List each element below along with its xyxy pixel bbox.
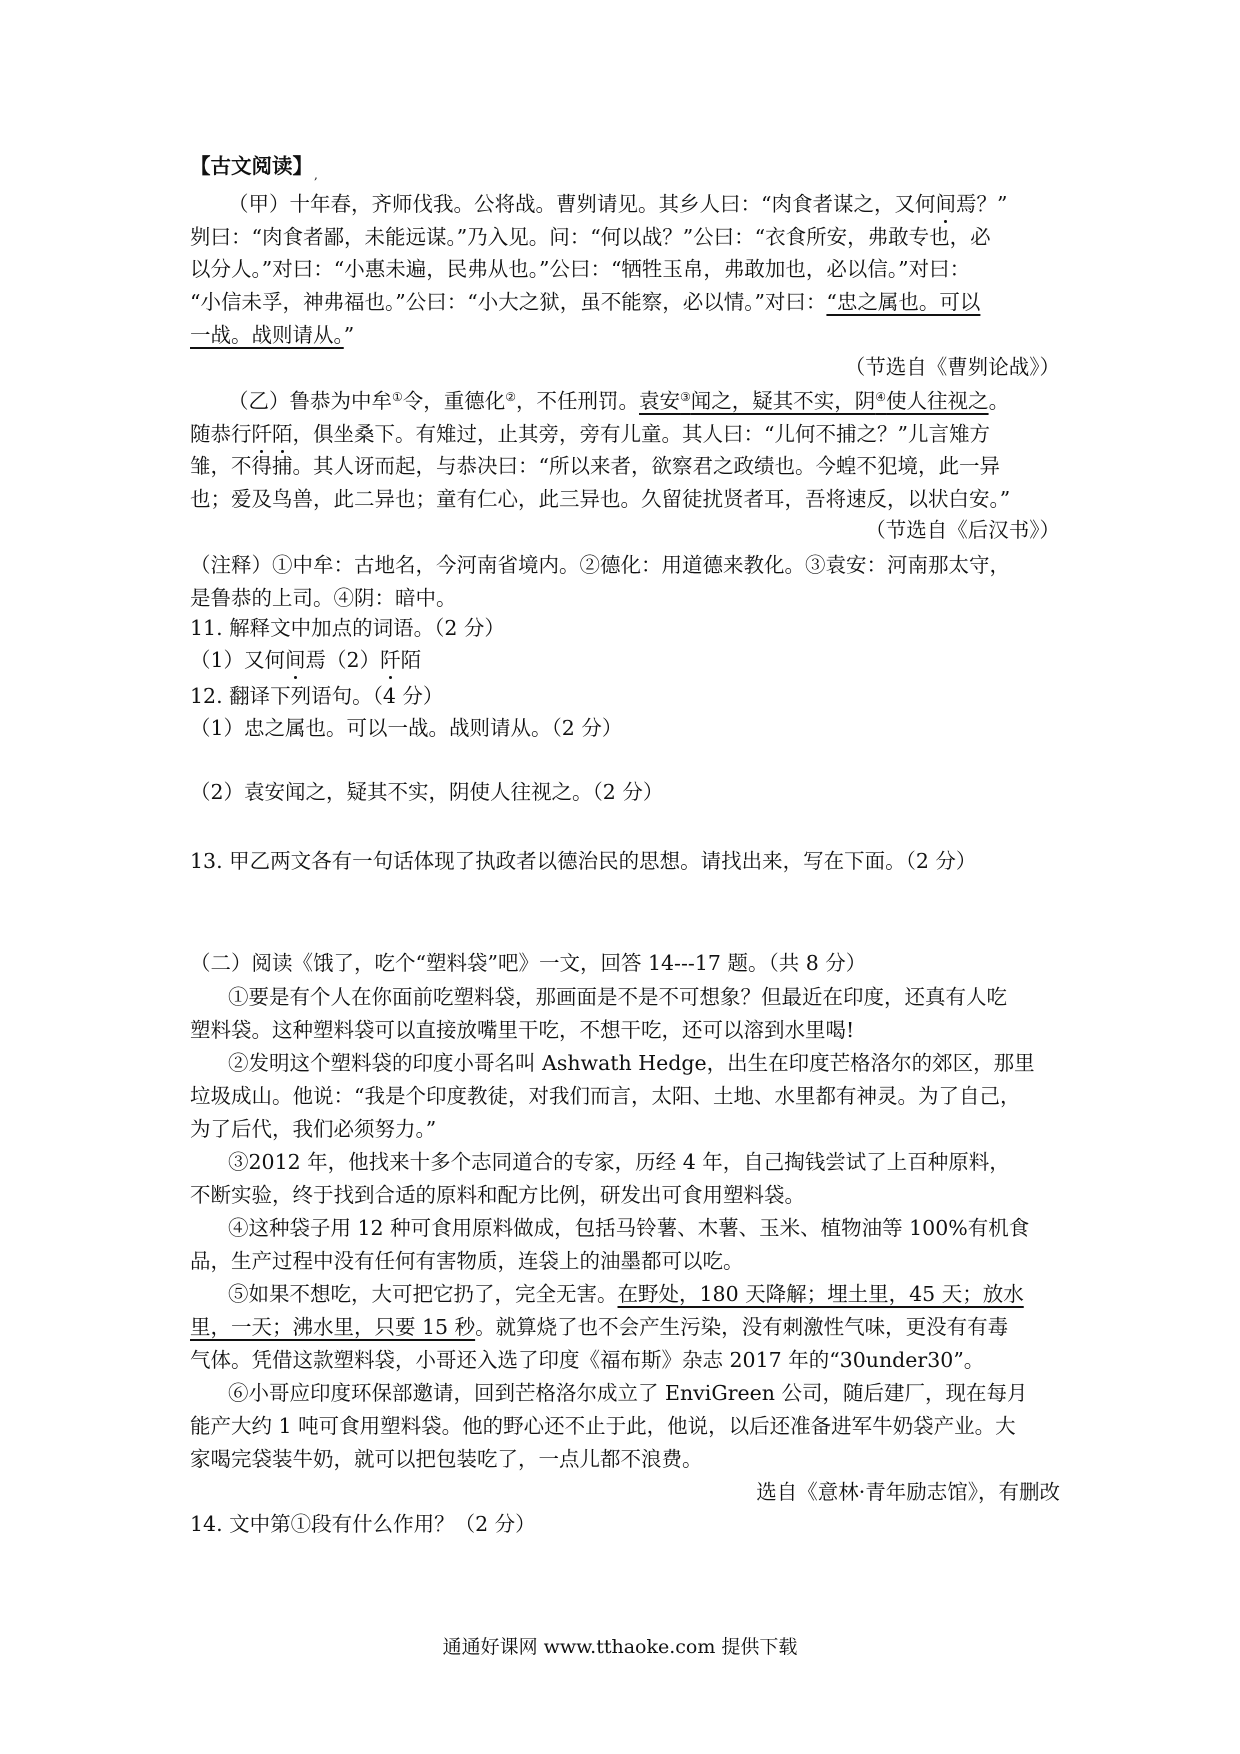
section-2-p6-line-3: 家喝完袋装牛奶，就可以把包装吃了，一点儿都不浪费。 — [190, 1447, 703, 1471]
section-2-p5-line-2: 里，一天；沸水里，只要 15 秒。就算烧了也不会产生污染，没有刺激性气味，更没有有毒 — [190, 1315, 1009, 1339]
question-12-title: 12. 翻译下列语句。（4 分） — [190, 684, 444, 708]
passage-a-line-1: （甲）十年春，齐师伐我。公将战。曹刿请见。其乡人曰：“肉食者谋之，又何间焉？” — [228, 192, 1008, 216]
passage-a-line-2: 刿曰：“肉食者鄙，未能远谋。”乃入见。问：“何以战？”公曰：“衣食所安，弗敢专也，必 — [190, 225, 991, 249]
underlined-degradation-text: 在野处，180 天降解；埋土里，45 天；放水 — [617, 1282, 1024, 1306]
section-2-p6-line-2: 能产大约 1 吨可食用塑料袋。他的野心还不止于此，他说，以后还准备进军牛奶袋产业。大 — [190, 1414, 1016, 1438]
section-2-p1-line-1: ①要是有个人在你面前吃塑料袋，那画面是不是不可想象？但最近在印度，还真有人吃 — [228, 985, 1007, 1009]
underlined-sentence-end: 一战。战则请从。 — [190, 323, 344, 347]
section-2-p2-line-1: ②发明这个塑料袋的印度小哥名叫 Ashwath Hedge，出生在印度芒格洛尔的郊区，那里 — [228, 1051, 1035, 1075]
underlined-sentence-b: 袁安③闻之，疑其不实，阴④使人往视之 — [639, 389, 989, 413]
question-11-title: 11. 解释文中加点的词语。（2 分） — [190, 616, 505, 640]
section-2-p3-line-2: 不断实验，终于找到合适的原料和配方比例，研发出可食用塑料袋。 — [190, 1183, 805, 1207]
question-13: 13. 甲乙两文各有一句话体现了执政者以德治民的思想。请找出来，写在下面。（2 分） — [190, 849, 977, 873]
underlined-sentence: “忠之属也。可以 — [826, 290, 981, 314]
question-12-item-2: （2）袁安闻之，疑其不实，阴使人往视之。（2 分） — [190, 780, 664, 804]
section-2-p2-line-2: 垃圾成山。他说：“我是个印度教徒，对我们而言，太阳、土地、水里都有神灵。为了自己， — [190, 1084, 1021, 1108]
passage-a-source: （节选自《曹刿论战》） — [844, 355, 1060, 379]
section-2-p3-line-1: ③2012 年，他找来十多个志同道合的专家，历经 4 年，自己掏钱尝试了上百种原料， — [228, 1150, 1010, 1174]
passage-b-source: （节选自《后汉书》） — [865, 518, 1060, 542]
passage-b-line-3: 雏，不得捕。其人讶而起，与恭决曰：“所以来者，欲察君之政绩也。今蝗不犯境，此一异 — [190, 454, 1000, 478]
section-2-source: 选自《意林·青年励志馆》，有删改 — [756, 1480, 1060, 1504]
section-2-p5-line-3: 气体。凭借这款塑料袋，小哥还入选了印度《福布斯》杂志 2017 年的“30under30”。 — [190, 1348, 985, 1372]
section-2-p4-line-2: 品，生产过程中没有任何有害物质，连袋上的油墨都可以吃。 — [190, 1249, 744, 1273]
notes-line-1: （注释）①中牟：古地名，今河南省境内。②德化：用道德来教化。③袁安：河南那太守， — [190, 553, 1010, 577]
section-heading-classical-reading: 【古文阅读】 — [190, 154, 313, 178]
section-2-heading: （二）阅读《饿了，吃个“塑料袋”吧》一文，回答 14---17 题。（共 8 分） — [190, 951, 867, 975]
passage-a-line-3: 以分人。”对曰：“小惠未遍，民弗从也。”公曰：“牺牲玉帛，弗敢加也，必以信。”对曰： — [190, 257, 971, 281]
dotted-char: 间 — [935, 192, 956, 216]
question-14: 14. 文中第①段有什么作用？（2 分） — [190, 1512, 536, 1536]
section-2-p5-line-1: ⑤如果不想吃，大可把它扔了，完全无害。在野处，180 天降解；埋土里，45 天；放水 — [228, 1282, 1024, 1306]
question-12-item-1: （1）忠之属也。可以一战。战则请从。（2 分） — [190, 716, 623, 740]
section-2-p4-line-1: ④这种袋子用 12 种可食用原料做成，包括马铃薯、木薯、玉米、植物油等 100%有机食 — [228, 1216, 1030, 1240]
stray-mark: , — [314, 168, 318, 182]
passage-a-line-5: 一战。战则请从。” — [190, 323, 355, 347]
passage-b-line-4: 也；爱及鸟兽，此二异也；童有仁心，此三异也。久留徒扰贤者耳，吾将速反，以状白安。” — [190, 487, 1011, 511]
passage-a-line-4: “小信未孚，神弗福也。”公曰：“小大之狱，虽不能察，必以情。”对曰：“忠之属也。可以 — [190, 290, 981, 314]
section-2-p2-line-3: 为了后代，我们必须努力。” — [190, 1117, 437, 1141]
section-2-p1-line-2: 塑料袋。这种塑料袋可以直接放嘴里干吃，不想干吃，还可以溶到水里喝! — [190, 1018, 855, 1042]
footer-download-note: 通通好课网 www.tthaoke.com 提供下载 — [442, 1636, 798, 1658]
section-2-p6-line-1: ⑥小哥应印度环保部邀请，回到芒格洛尔成立了 EnviGreen 公司，随后建厂，现在每月 — [228, 1381, 1028, 1405]
underlined-degradation-text-end: 里，一天；沸水里，只要 15 秒 — [190, 1315, 476, 1339]
notes-line-2: 是鲁恭的上司。④阴：暗中。 — [190, 586, 457, 610]
passage-b-line-1: （乙）鲁恭为中牟①令，重德化②，不任刑罚。袁安③闻之，疑其不实，阴④使人往视之。 — [228, 389, 1010, 413]
passage-b-line-2: 随恭行阡陌，俱坐桑下。有雉过，止其旁，旁有儿童。其人曰：“儿何不捕之？”儿言雉方 — [190, 422, 990, 446]
question-11-items: （1）又何间焉（2）阡陌 — [190, 648, 422, 672]
